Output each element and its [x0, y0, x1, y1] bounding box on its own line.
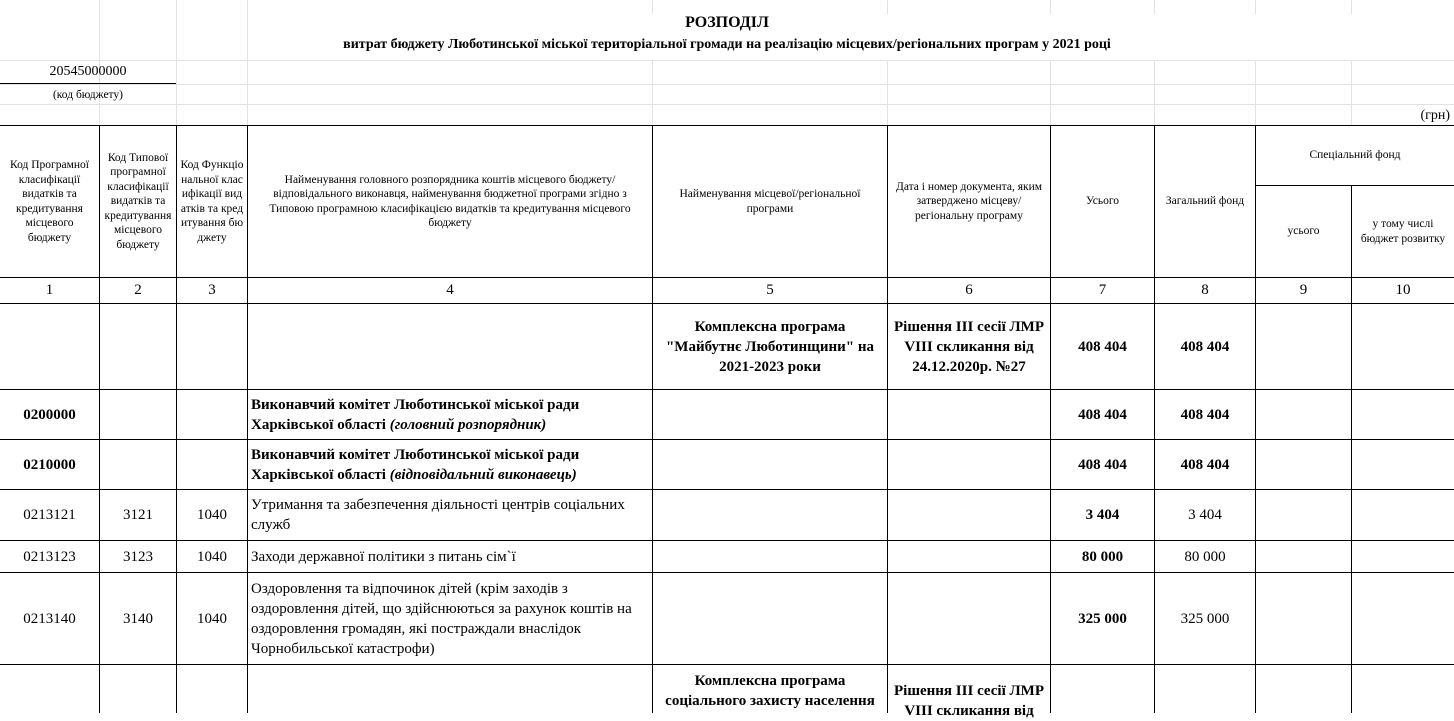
program-name: Комплексна програма соціального захисту населення	[665, 673, 875, 709]
gridline	[0, 60, 1454, 61]
header-program-name: Найменування місцевої/регіональної програми	[679, 188, 861, 215]
document-title: РОЗПОДІЛ	[685, 14, 769, 31]
row-general-fund: 3 404	[1188, 507, 1222, 523]
gridline	[1050, 60, 1051, 125]
currency-label: (грн)	[1420, 108, 1450, 123]
gridline	[1050, 0, 1051, 14]
gridline	[887, 0, 888, 14]
gridline	[1351, 60, 1352, 125]
header-special-fund: Спеціальний фонд	[1309, 149, 1401, 162]
row-general-fund: 325 000	[1180, 610, 1230, 627]
table-border	[0, 664, 1454, 665]
budget-code-label: (код бюджету)	[52, 89, 124, 101]
row-total: 408 404	[1078, 406, 1127, 423]
gridline	[0, 84, 1454, 85]
column-number: 5	[766, 282, 774, 298]
header-special-total: усього	[1287, 225, 1320, 238]
column-number: 2	[134, 282, 142, 298]
header-document: Дата і номер документа, яким затверджено місцеву/регіональну програму	[895, 180, 1043, 222]
program-name: Комплексна програма "Майбутнє Люботинщини" на 2021-2023 роки	[665, 318, 874, 375]
row-general-fund: 80 000	[1184, 548, 1226, 565]
program-document: Рішення ІІІ сесії ЛМР VIII скликання від	[894, 683, 1044, 719]
gridline	[1154, 60, 1155, 125]
row-general-fund: 408 404	[1180, 406, 1230, 423]
column-number: 3	[208, 282, 216, 298]
row-total: 408 404	[1078, 456, 1127, 473]
budget-code-underline	[0, 83, 176, 84]
functional-code: 1040	[197, 548, 227, 565]
gridline	[1255, 0, 1256, 14]
row-total: 3 404	[1085, 507, 1120, 523]
header-total: Усього	[1085, 195, 1120, 208]
column-number: 8	[1201, 282, 1209, 298]
gridline	[652, 0, 653, 14]
column-number: 9	[1299, 282, 1308, 298]
row-general-fund: 408 404	[1180, 338, 1230, 355]
typical-code: 3140	[123, 610, 153, 627]
header-general-fund: Загальний фонд	[1165, 195, 1245, 208]
functional-code: 1040	[197, 507, 227, 523]
gridline	[1255, 60, 1256, 125]
gridline	[887, 60, 888, 125]
program-code: 0213140	[23, 610, 76, 627]
column-number: 4	[446, 282, 454, 298]
budget-program-name: Утримання та забезпечення діяльності центрів соціальних служб	[251, 497, 625, 533]
program-code: 0213121	[23, 507, 76, 523]
functional-code: 1040	[197, 610, 227, 627]
gridline	[1154, 0, 1155, 14]
row-total: 408 404	[1078, 338, 1127, 355]
row-general-fund: 408 404	[1180, 456, 1230, 473]
manager-name-text: Виконавчий комітет Люботинської міської ради Харківської області	[251, 397, 580, 433]
program-code: 0200000	[23, 406, 76, 423]
typical-code: 3123	[123, 548, 153, 565]
header-manager-name: Найменування головного розпорядника коштів місцевого бюджету/відповідального виконавця, найменування бюджетної програми згідно з Типовою програмною класифікацією видатків та кредитування місцевого бюджету	[269, 173, 631, 229]
header-typical-code: Код Типової програмної класифікації видатків та кредитування місцевого бюджету	[104, 151, 172, 251]
document-subtitle: витрат бюджету Люботинської міської територіальної громади на реалізацію місцевих/регіональних програм у 2021 році	[343, 37, 1111, 52]
executor-name-text: Виконавчий комітет Люботинської міської ради Харківської області	[251, 447, 580, 483]
column-number: 10	[1395, 282, 1411, 298]
row-total: 80 000	[1081, 548, 1124, 565]
header-functional-code: Код Функціональної класифікації видатків та кредитування бюджету	[180, 159, 244, 244]
program-document: Рішення ІІІ сесії ЛМР VIII скликання від 24.12.2020р. №27	[894, 318, 1044, 375]
budget-code: 20545000000	[49, 64, 127, 79]
gridline	[652, 60, 653, 125]
typical-code: 3121	[123, 507, 153, 523]
column-number: 6	[965, 282, 973, 298]
budget-program-name: Заходи державної політики з питань сім`ї	[251, 548, 516, 565]
gridline	[0, 104, 1454, 105]
manager-role: (головний розпорядник)	[389, 417, 547, 433]
program-code: 0210000	[23, 456, 76, 473]
row-total: 325 000	[1078, 610, 1127, 627]
column-number: 1	[45, 282, 54, 298]
header-development-budget: у тому числі бюджет розвитку	[1360, 218, 1446, 245]
manager-name	[248, 390, 652, 439]
program-code: 0213123	[23, 548, 76, 565]
executor-name	[248, 440, 652, 489]
budget-program-name: Оздоровлення та відпочинок дітей (крім заходів з оздоровлення дітей, що здійснюються за рахунок коштів на оздоровлення громадян, які постраждали внаслідок Чорнобильської катастрофи)	[251, 580, 632, 657]
column-number: 7	[1098, 282, 1107, 298]
executor-role: (відповідальний виконавець)	[389, 467, 577, 483]
header-program-code: Код Програмної класифікації видатків та кредитування місцевого бюджету	[10, 159, 89, 244]
gridline	[1351, 0, 1352, 14]
